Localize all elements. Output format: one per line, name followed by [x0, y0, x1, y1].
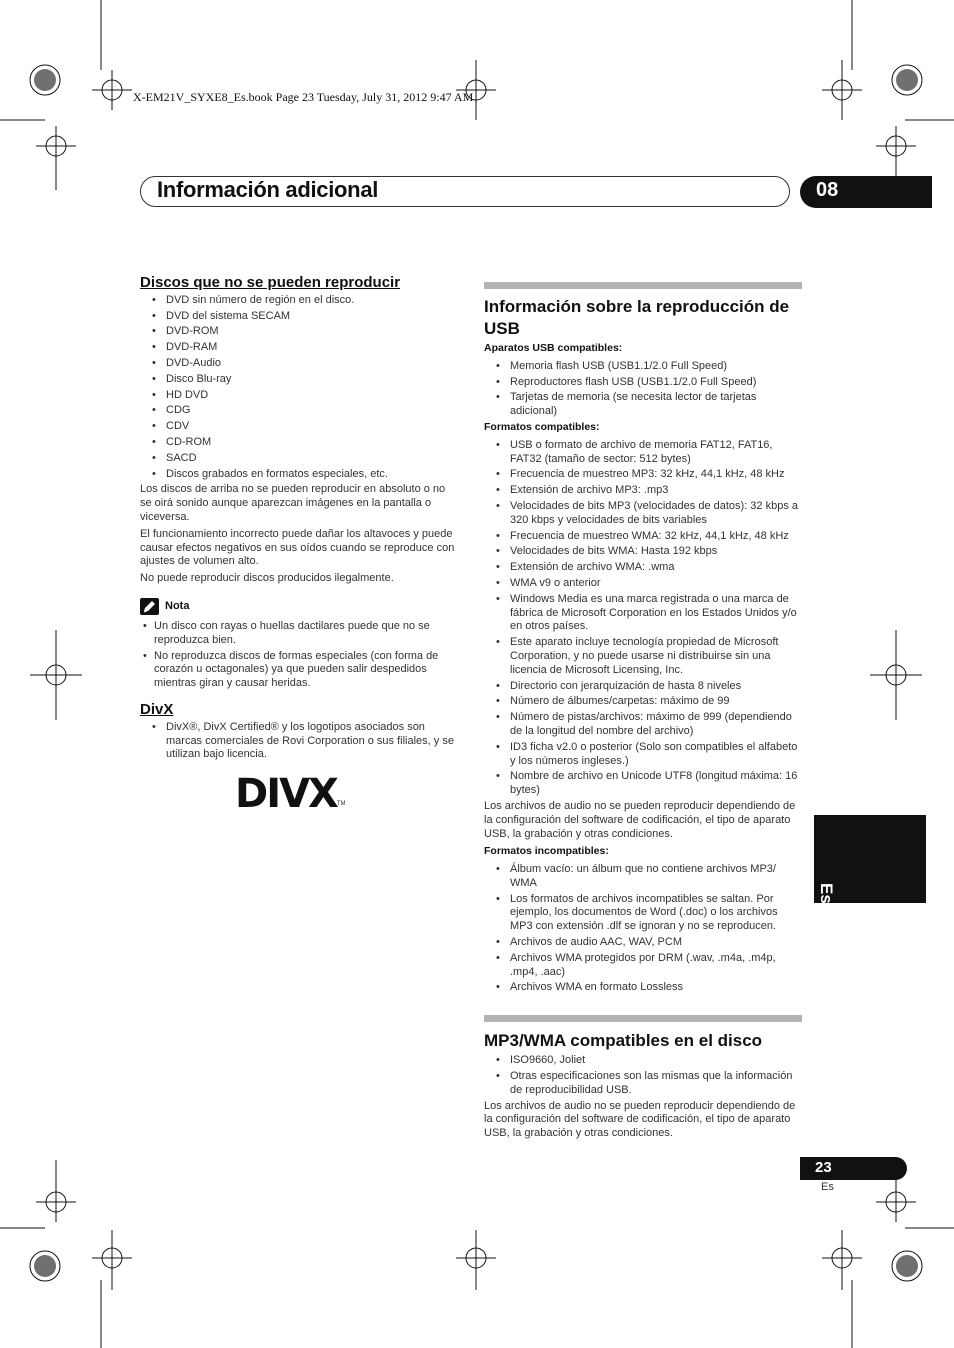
divx-list [140, 721, 458, 762]
list-item: • Memoria flash USB (USB1.1/2.0 Full Speed) [484, 360, 802, 374]
list-item: • Este aparato incluye tecnología propiedad de Microsoft Corporation, y no puede usarse ni distribuirse sin una licencia de Microsoft Licensing, Inc. [484, 636, 802, 677]
paragraph: No puede reproducir discos producidos ilegalmente. [140, 572, 394, 585]
usb-heading: Información sobre la reproducción de USB [484, 297, 790, 338]
list-item: • Reproductores flash USB (USB1.1/2.0 Full Speed) [484, 376, 802, 390]
divx-heading: DivX [140, 700, 174, 718]
divx-logo [235, 771, 458, 818]
page-language: Es [821, 1181, 834, 1193]
list-item: • Disco Blu-ray [140, 373, 458, 387]
list-item: • Directorio con jerarquización de hasta 8 niveles [484, 680, 802, 694]
language-side-tab [814, 815, 926, 950]
list-item: • DVD sin número de región en el disco. [140, 294, 458, 308]
list-item: • No reproduzca discos de formas especiales (con forma de corazón u octagonales) ya que pueden salir despedidos mientras giran y causar heridas. [140, 650, 458, 691]
formats-label: Formatos compatibles: [484, 420, 600, 433]
list-item: • Extensión de archivo WMA: .wma [484, 561, 802, 575]
list-item: • Archivos WMA en formato Lossless [484, 981, 802, 995]
list-item: • USB o formato de archivo de memoria FAT12, FAT16, FAT32 (tamaño de sector: 512 bytes) [484, 439, 802, 467]
list-item: • Frecuencia de muestreo WMA: 32 kHz, 44,1 kHz, 48 kHz [484, 530, 802, 544]
list-item: • Tarjetas de memoria (se necesita lector de tarjetas adicional) [484, 391, 802, 419]
chapter-tab [800, 176, 932, 208]
list-item: • Número de álbumes/carpetas: máximo de 99 [484, 695, 802, 709]
list-item: • Álbum vacío: un álbum que no contiene archivos MP3/ WMA [484, 863, 802, 891]
left-column [140, 274, 458, 818]
page-number: 23 [815, 1159, 832, 1176]
mp3-list [484, 1054, 802, 1097]
section-divider [484, 1015, 802, 1022]
list-item: • HD DVD [140, 389, 458, 403]
list-item: • ID3 ficha v2.0 o posterior (Solo son compatibles el alfabeto y los números ingleses.) [484, 741, 802, 769]
paragraph: Los discos de arriba no se pueden reproducir en absoluto o no se oirá sonido aunque aparezcan imágenes en la pantalla o viceversa. [140, 483, 446, 523]
divx-trademark: TM [336, 801, 346, 808]
incompat-list [484, 863, 802, 995]
list-item: • Velocidades de bits MP3 (velocidades de datos): 32 kbps a 320 kbps y velocidades de bits variables [484, 500, 802, 528]
list-item: • DVD-RAM [140, 341, 458, 355]
right-column [484, 282, 802, 1144]
list-item: • Los formatos de archivos incompatibles se saltan. Por ejemplo, los documentos de Word (.doc) o los archivos MP3 con extensión .dlf se ignoran y no se reproducen. [484, 893, 802, 934]
list-item: • Otras especificaciones son las mismas que la información de reproducibilidad USB. [484, 1070, 802, 1098]
list-item: • Discos grabados en formatos especiales, etc. [140, 468, 458, 482]
discs-list [140, 294, 458, 482]
divx-logo-text: DIVX [235, 771, 337, 818]
list-item: • DVD del sistema SECAM [140, 310, 458, 324]
list-item: • Un disco con rayas o huellas dactilares puede que no se reproduzca bien. [140, 620, 458, 648]
note-header [140, 598, 458, 615]
paragraph: El funcionamiento incorrecto puede dañar los altavoces y puede causar efectos negativos en sus oídos cuando se reproduce con ajustes de volumen alto. [140, 527, 455, 568]
page-title: Información adicional [157, 177, 379, 202]
note-label: Nota [165, 599, 190, 612]
list-item: • DVD-Audio [140, 357, 458, 371]
note-list [140, 620, 458, 691]
list-item: • Velocidades de bits WMA: Hasta 192 kbps [484, 545, 802, 559]
incompat-label: Formatos incompatibles: [484, 845, 609, 858]
list-item: • SACD [140, 452, 458, 466]
list-item: • Nombre de archivo en Unicode UTF8 (longitud máxima: 16 bytes) [484, 770, 802, 798]
formats-list [484, 439, 802, 798]
list-item: • Frecuencia de muestreo MP3: 32 kHz, 44,1 kHz, 48 kHz [484, 468, 802, 482]
paragraph: Los archivos de audio no se pueden reproducir dependiendo de la configuración del software de codificación, el tipo de aparato USB, la grabación y otras condiciones. [484, 799, 796, 840]
list-item: • Archivos de audio AAC, WAV, PCM [484, 936, 802, 950]
paragraph: Los archivos de audio no se pueden reproducir dependiendo de la configuración del software de codificación, el tipo de aparato USB, la grabación y otras condiciones. [484, 1099, 796, 1140]
pencil-note-icon [140, 598, 159, 615]
section-divider [484, 282, 802, 289]
list-item: • ISO9660, Joliet [484, 1054, 802, 1068]
chapter-number: 08 [816, 179, 839, 201]
mp3-heading: MP3/WMA compatibles en el disco [484, 1031, 763, 1051]
usb-devices-list [484, 360, 802, 419]
list-item: • Extensión de archivo MP3: .mp3 [484, 484, 802, 498]
list-item: • WMA v9 o anterior [484, 577, 802, 591]
list-item: • Archivos WMA protegidos por DRM (.wav, .m4a, .m4p, .mp4, .aac) [484, 952, 802, 980]
list-item: • CDV [140, 420, 458, 434]
page-number-tab [800, 1157, 907, 1180]
discs-heading: Discos que no se pueden reproducir [140, 274, 401, 291]
print-header: X-EM21V_SYXE8_Es.book Page 23 Tuesday, July 31, 2012 9:47 AM [133, 90, 474, 104]
language-label: Español [817, 883, 836, 950]
list-item: • DVD-ROM [140, 325, 458, 339]
list-item: • CDG [140, 404, 458, 418]
list-item: • CD-ROM [140, 436, 458, 450]
list-item: • DivX®, DivX Certified® y los logotipos asociados son marcas comerciales de Rovi Corporation o sus filiales, y se utilizan bajo licencia. [140, 721, 458, 762]
list-item: • Windows Media es una marca registrada o una marca de fábrica de Microsoft Corporation en los Estados Unidos y/o en otros países. [484, 593, 802, 634]
usb-devices-label: Aparatos USB compatibles: [484, 342, 623, 354]
list-item: • Número de pistas/archivos: máximo de 999 (dependiendo de la longitud del nombre del archivo) [484, 711, 802, 739]
